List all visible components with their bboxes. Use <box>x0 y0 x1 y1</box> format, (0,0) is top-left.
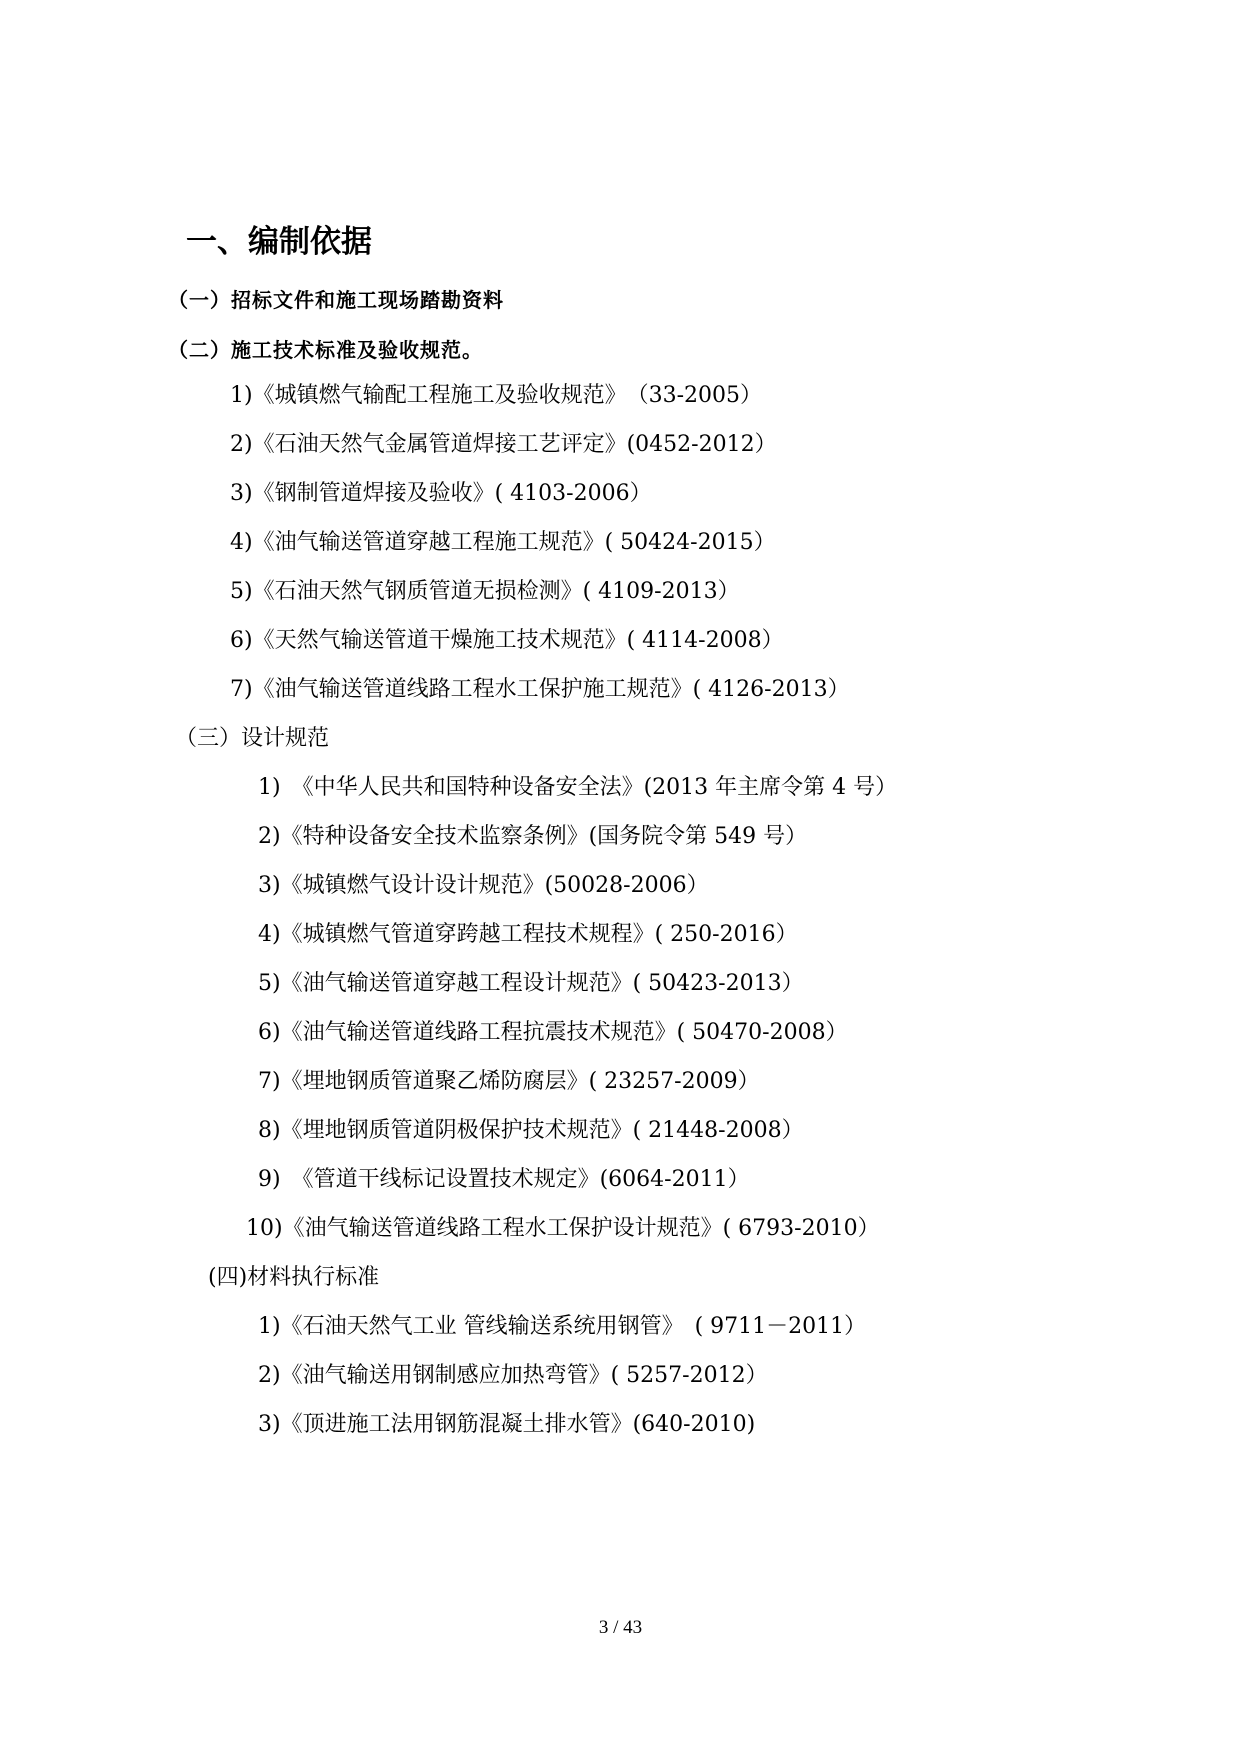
standard-item: 3)《钢制管道焊接及验收》( 4103-2006） <box>230 481 652 506</box>
standard-item: 1)《石油天然气工业 管线输送系统用钢管》 ( 9711－2011） <box>258 1314 867 1339</box>
standard-item: 2)《特种设备安全技术监察条例》(国务院令第 549 号） <box>258 824 808 849</box>
standard-item: 6)《油气输送管道线路工程抗震技术规范》( 50470-2008） <box>258 1020 848 1045</box>
standard-item: 7)《埋地钢质管道聚乙烯防腐层》( 23257-2009） <box>258 1069 760 1094</box>
standard-item: 4)《油气输送管道穿越工程施工规范》( 50424-2015） <box>230 530 776 555</box>
standard-item: 4)《城镇燃气管道穿跨越工程技术规程》( 250-2016） <box>258 922 798 947</box>
subsection-title-1: （一）招标文件和施工现场踏勘资料 <box>168 288 504 312</box>
standard-item: 1)《城镇燃气输配工程施工及验收规范》 （33-2005） <box>230 383 762 408</box>
subsection-title-4: (四)材料执行标准 <box>208 1265 380 1290</box>
standard-item: 2)《油气输送用钢制感应加热弯管》( 5257-2012） <box>258 1363 768 1388</box>
standard-item: 2)《石油天然气金属管道焊接工艺评定》(0452-2012） <box>230 432 777 457</box>
standard-item: 6)《天然气输送管道干燥施工技术规范》( 4114-2008） <box>230 628 784 653</box>
page-number: 3 / 43 <box>598 1617 643 1638</box>
subsection-title-3: （三）设计规范 <box>175 726 330 751</box>
standard-item: 1) 《中华人民共和国特种设备安全法》(2013 年主席令第 4 号） <box>258 775 898 800</box>
subsection-title-2: （二）施工技术标准及验收规范。 <box>168 338 483 362</box>
standard-item: 5)《石油天然气钢质管道无损检测》( 4109-2013） <box>230 579 740 604</box>
standard-item: 3)《城镇燃气设计设计规范》(50028-2006） <box>258 873 709 898</box>
standard-item: 8)《埋地钢质管道阴极保护技术规范》( 21448-2008） <box>258 1118 804 1143</box>
standard-item: 5)《油气输送管道穿越工程设计规范》( 50423-2013） <box>258 971 804 996</box>
standard-item: 10)《油气输送管道线路工程水工保护设计规范》( 6793-2010） <box>246 1216 880 1241</box>
standard-item: 7)《油气输送管道线路工程水工保护施工规范》( 4126-2013） <box>230 677 850 702</box>
standard-item: 3)《顶进施工法用钢筋混凝土排水管》(640-2010) <box>258 1412 756 1437</box>
standard-item: 9) 《管道干线标记设置技术规定》(6064-2011） <box>258 1167 750 1192</box>
section-heading: 一、编制依据 <box>186 224 372 260</box>
